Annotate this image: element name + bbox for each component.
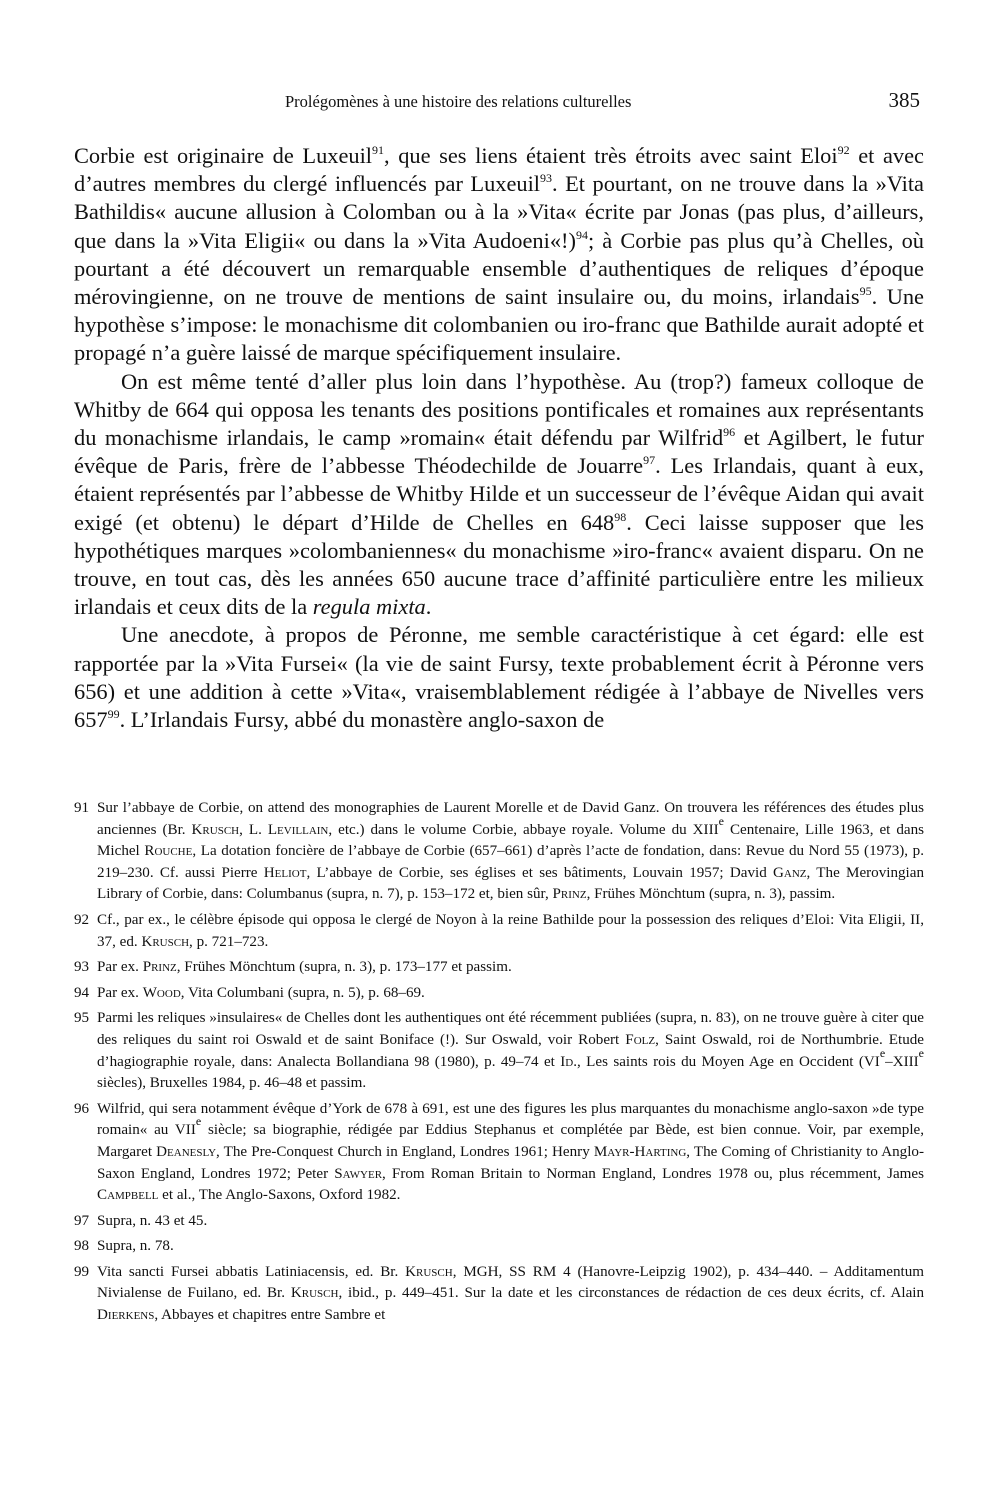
footnote-number: 95 bbox=[74, 1010, 90, 1027]
text-run: , L. bbox=[239, 821, 268, 838]
paragraph-1 bbox=[74, 142, 924, 368]
footnote-ref-92: 92 bbox=[837, 143, 850, 157]
footnote-number: 94 bbox=[74, 984, 90, 1001]
footnote-number: 93 bbox=[74, 959, 90, 976]
footnotes bbox=[74, 798, 924, 1331]
footnote-ref-96: 96 bbox=[723, 425, 736, 440]
text-run: , Les saints rois du Moyen Age en Occident (VI bbox=[577, 1053, 880, 1070]
text-run: Par ex. bbox=[97, 959, 143, 976]
author-name: Prinz bbox=[142, 959, 177, 976]
text-run: . L’Irlandais Fursy, abbé du monastère anglo-saxon de bbox=[119, 707, 605, 733]
running-header bbox=[285, 88, 920, 118]
author-name: Mayr-Harting bbox=[593, 1143, 687, 1160]
superscript: e bbox=[918, 1045, 924, 1060]
text-run: , Abbayes et chapitres entre Sambre et bbox=[154, 1307, 386, 1324]
text-run: , etc.) dans le volume Corbie, abbaye royale. Volume du XIII bbox=[328, 821, 719, 838]
author-name: Levillain bbox=[267, 821, 329, 838]
text-run: On est même tenté d’aller plus loin dans l’hypothèse. Au (trop?) fameux colloque de Whitby de 664 qui opposa les tenants des positions pontificales et romaines aux représentants du monachisme irlandais, le camp »romain« était défendu par Wilfrid bbox=[74, 368, 924, 451]
footnote-95 bbox=[74, 1008, 924, 1094]
author-name: Dierkens bbox=[97, 1307, 155, 1324]
footnote-ref-93: 93 bbox=[540, 171, 553, 186]
main-text bbox=[74, 142, 924, 734]
text-run: , L’abbaye de Corbie, ses églises et ses bâtiments, Louvain 1957; David bbox=[306, 864, 774, 881]
footnote-number: 91 bbox=[74, 800, 90, 816]
footnote-92 bbox=[74, 910, 924, 953]
footnote-number: 98 bbox=[74, 1238, 90, 1255]
text-run: , ibid., p. 449–451. Sur la date et les circonstances de rédaction de ces deux écrits, cf. Alain bbox=[338, 1285, 925, 1302]
footnote-number: 99 bbox=[74, 1263, 90, 1280]
text-run: , MGH, SS RM 4 (Hanovre-Leipzig 1902), p. 434–440. – Additamentum Nivialense de Fuilano, ed. Br. bbox=[97, 1263, 924, 1302]
footnote-ref-98: 98 bbox=[614, 509, 627, 524]
author-name: Krusch bbox=[191, 821, 240, 838]
footnote-99 bbox=[74, 1262, 924, 1327]
text-run: . Ceci laisse supposer que les hypothétiques marques »colombaniennes« du monachisme »iro-franc« avaient disparu. On ne trouve, en tout cas, dès les années 650 aucune trace d’affinité particulière entre les milieux irlandais et ceux dits de la bbox=[74, 509, 925, 620]
italic-term: regula mixta bbox=[312, 594, 426, 620]
text-run: , La dotation foncière de l’abbaye de Corbie (657–661) d’après l’acte de fondation, dans: Revue du Nord 55 (1973), p. 219–230. Cf. aussi Pierre bbox=[97, 843, 925, 881]
text-run: ; à Corbie pas plus qu’à Chelles, où pourtant a été découvert un remarquable ensemble d’authentiques de reliques d’époque mérovingienne, on ne trouve de mentions de saint insulaire ou, du moins, irlandais bbox=[74, 227, 925, 310]
text-run: . Les Irlandais, quant à eux, étaient représentés par l’abbesse de Whitby Hilde et un successeur de l’évêque Aidan qui avait exigé (et obtenu) le départ d’Hilde de Chelles en 648 bbox=[74, 453, 924, 535]
text-run: –XIII bbox=[885, 1053, 919, 1070]
footnote-ref-91: 91 bbox=[372, 143, 385, 157]
footnote-94 bbox=[74, 983, 924, 1005]
page-number: 385 bbox=[888, 88, 920, 112]
paragraph-3 bbox=[74, 621, 924, 734]
text-run: siècles), Bruxelles 1984, p. 46–48 et passim. bbox=[97, 1075, 367, 1092]
author-name: Deanesly bbox=[156, 1143, 217, 1160]
text-run: Cf., par ex., le célèbre épisode qui opposa le clergé de Noyon à la reine Bathilde pour la possession des reliques d’Eloi: Vita Eligii, II, 37, ed. bbox=[97, 911, 924, 950]
superscript: e bbox=[879, 1045, 886, 1060]
text-run: et al., The Anglo-Saxons, Oxford 1982. bbox=[158, 1187, 401, 1204]
text-run: Supra, n. 78. bbox=[97, 1238, 174, 1255]
text-run: , que ses liens étaient très étroits avec saint Eloi bbox=[384, 143, 838, 168]
text-run: Supra, n. 43 et 45. bbox=[97, 1212, 208, 1229]
footnote-96 bbox=[74, 1099, 924, 1207]
text-run: siècle; sa biographie, rédigée par Eddius Stephanus et complétée par Bède, est bien connue. Voir, par exemple, Margaret bbox=[97, 1122, 924, 1160]
text-run: , p. 721–723. bbox=[189, 933, 269, 950]
author-name: Campbell bbox=[97, 1187, 159, 1204]
paragraph-2 bbox=[74, 368, 924, 622]
author-name: Id. bbox=[560, 1053, 577, 1070]
author-name: Prinz bbox=[552, 886, 587, 903]
author-name: Sawyer bbox=[334, 1165, 383, 1182]
superscript: e bbox=[718, 813, 724, 828]
text-run: , From Roman Britain to Norman England, Londres 1978 ou, plus récemment, James bbox=[382, 1165, 924, 1182]
author-name: Rouche bbox=[144, 843, 193, 860]
text-run: Corbie est originaire de Luxeuil bbox=[74, 143, 373, 168]
text-run: , The Merovingian Library of Corbie, dans: Columbanus (supra, n. 7), p. 153–172 et, bien sûr, bbox=[97, 864, 924, 903]
superscript: e bbox=[195, 1114, 202, 1129]
text-run: , The Pre-Conquest Church in England, Londres 1961; Henry bbox=[216, 1143, 594, 1160]
author-name: Krusch bbox=[405, 1263, 453, 1280]
footnote-ref-97: 97 bbox=[643, 453, 656, 468]
text-run: Par ex. bbox=[97, 984, 143, 1001]
footnote-ref-99: 99 bbox=[107, 707, 120, 722]
footnote-98 bbox=[74, 1236, 924, 1258]
author-name: Wood bbox=[142, 984, 181, 1001]
author-name: Folz bbox=[625, 1031, 656, 1048]
text-run: Une anecdote, à propos de Péronne, me semble caractéristique à cet égard: elle est rapportée par la »Vita Fursei« (la vie de saint Fursy, texte probablement écrit à Péronne vers 656) et une addition à cette »Vita«, vraisemblablement rédigée à l’abbaye de Nivelles vers 657 bbox=[74, 622, 924, 733]
text-run: . Une hypothèse s’impose: le monachisme dit colombanien ou iro-franc que Bathilde aurait adopté et propagé n’a guère laissé de marque spécifiquement insulaire. bbox=[74, 284, 924, 366]
text-run: Centenaire, Lille 1963, et dans Michel bbox=[97, 821, 924, 860]
text-run: , Vita Columbani (supra, n. 5), p. 68–69. bbox=[180, 984, 425, 1001]
text-run: , Frühes Mönchtum (supra, n. 3), p. 173–177 et passim. bbox=[176, 959, 512, 976]
author-name: Ganz bbox=[773, 864, 807, 881]
footnote-91 bbox=[74, 798, 924, 906]
footnote-number: 96 bbox=[74, 1100, 90, 1117]
text-run: , Frühes Mönchtum (supra, n. 3), passim. bbox=[586, 886, 836, 903]
text-run: et avec d’autres membres du clergé influencés par Luxeuil bbox=[74, 143, 924, 197]
text-run: Sur l’abbaye de Corbie, on attend des monographies de Laurent Morelle et de David Ganz. On trouvera les références des études plus anciennes (Br. bbox=[97, 800, 924, 838]
footnote-93 bbox=[74, 957, 924, 979]
text-run: , The Coming of Christianity to Anglo-Saxon England, Londres 1972; Peter bbox=[97, 1143, 924, 1182]
author-name: Heliot bbox=[263, 864, 307, 881]
text-run: Wilfrid, qui sera notamment évêque d’York de 678 à 691, est une des figures les plus marquantes du monachisme anglo-saxon »de type romain« au VII bbox=[97, 1100, 924, 1139]
text-run: Vita sancti Fursei abbatis Latiniacensis, ed. Br. bbox=[97, 1263, 406, 1280]
text-run: . Et pourtant, on ne trouve dans la »Vita Bathildis« aucune allusion à Colomban ou à la »Vita« écrite par Jonas (pas plus, d’ailleurs, que dans la »Vita Eligii« ou dans la »Vita Audoeni«!) bbox=[74, 171, 924, 253]
author-name: Krusch bbox=[290, 1285, 339, 1302]
footnote-97 bbox=[74, 1211, 924, 1233]
text-run: et Agilbert, le futur évêque de Paris, frère de l’abbesse Théodechilde de Jouarre bbox=[74, 425, 924, 479]
footnote-number: 97 bbox=[74, 1212, 90, 1229]
footnote-number: 92 bbox=[74, 911, 90, 928]
text-run: . bbox=[425, 594, 432, 620]
author-name: Krusch bbox=[141, 933, 190, 950]
running-head-title: Prolégomènes à une histoire des relations culturelles bbox=[285, 92, 632, 111]
footnote-ref-95: 95 bbox=[859, 284, 872, 299]
text-run: Parmi les reliques »insulaires« de Chelles dont les authentiques ont été récemment publiées (supra, n. 83), on ne trouve guère à citer que des reliques du saint roi Oswald et de saint Boniface (!). Sur Oswald, voir Robert bbox=[97, 1010, 924, 1048]
footnote-ref-94: 94 bbox=[575, 227, 588, 242]
text-run: , Saint Oswald, roi de Northumbrie. Etude d’hagiographie royale, dans: Analecta Bollandiana 98 (1980), p. 49–74 et bbox=[97, 1031, 924, 1070]
